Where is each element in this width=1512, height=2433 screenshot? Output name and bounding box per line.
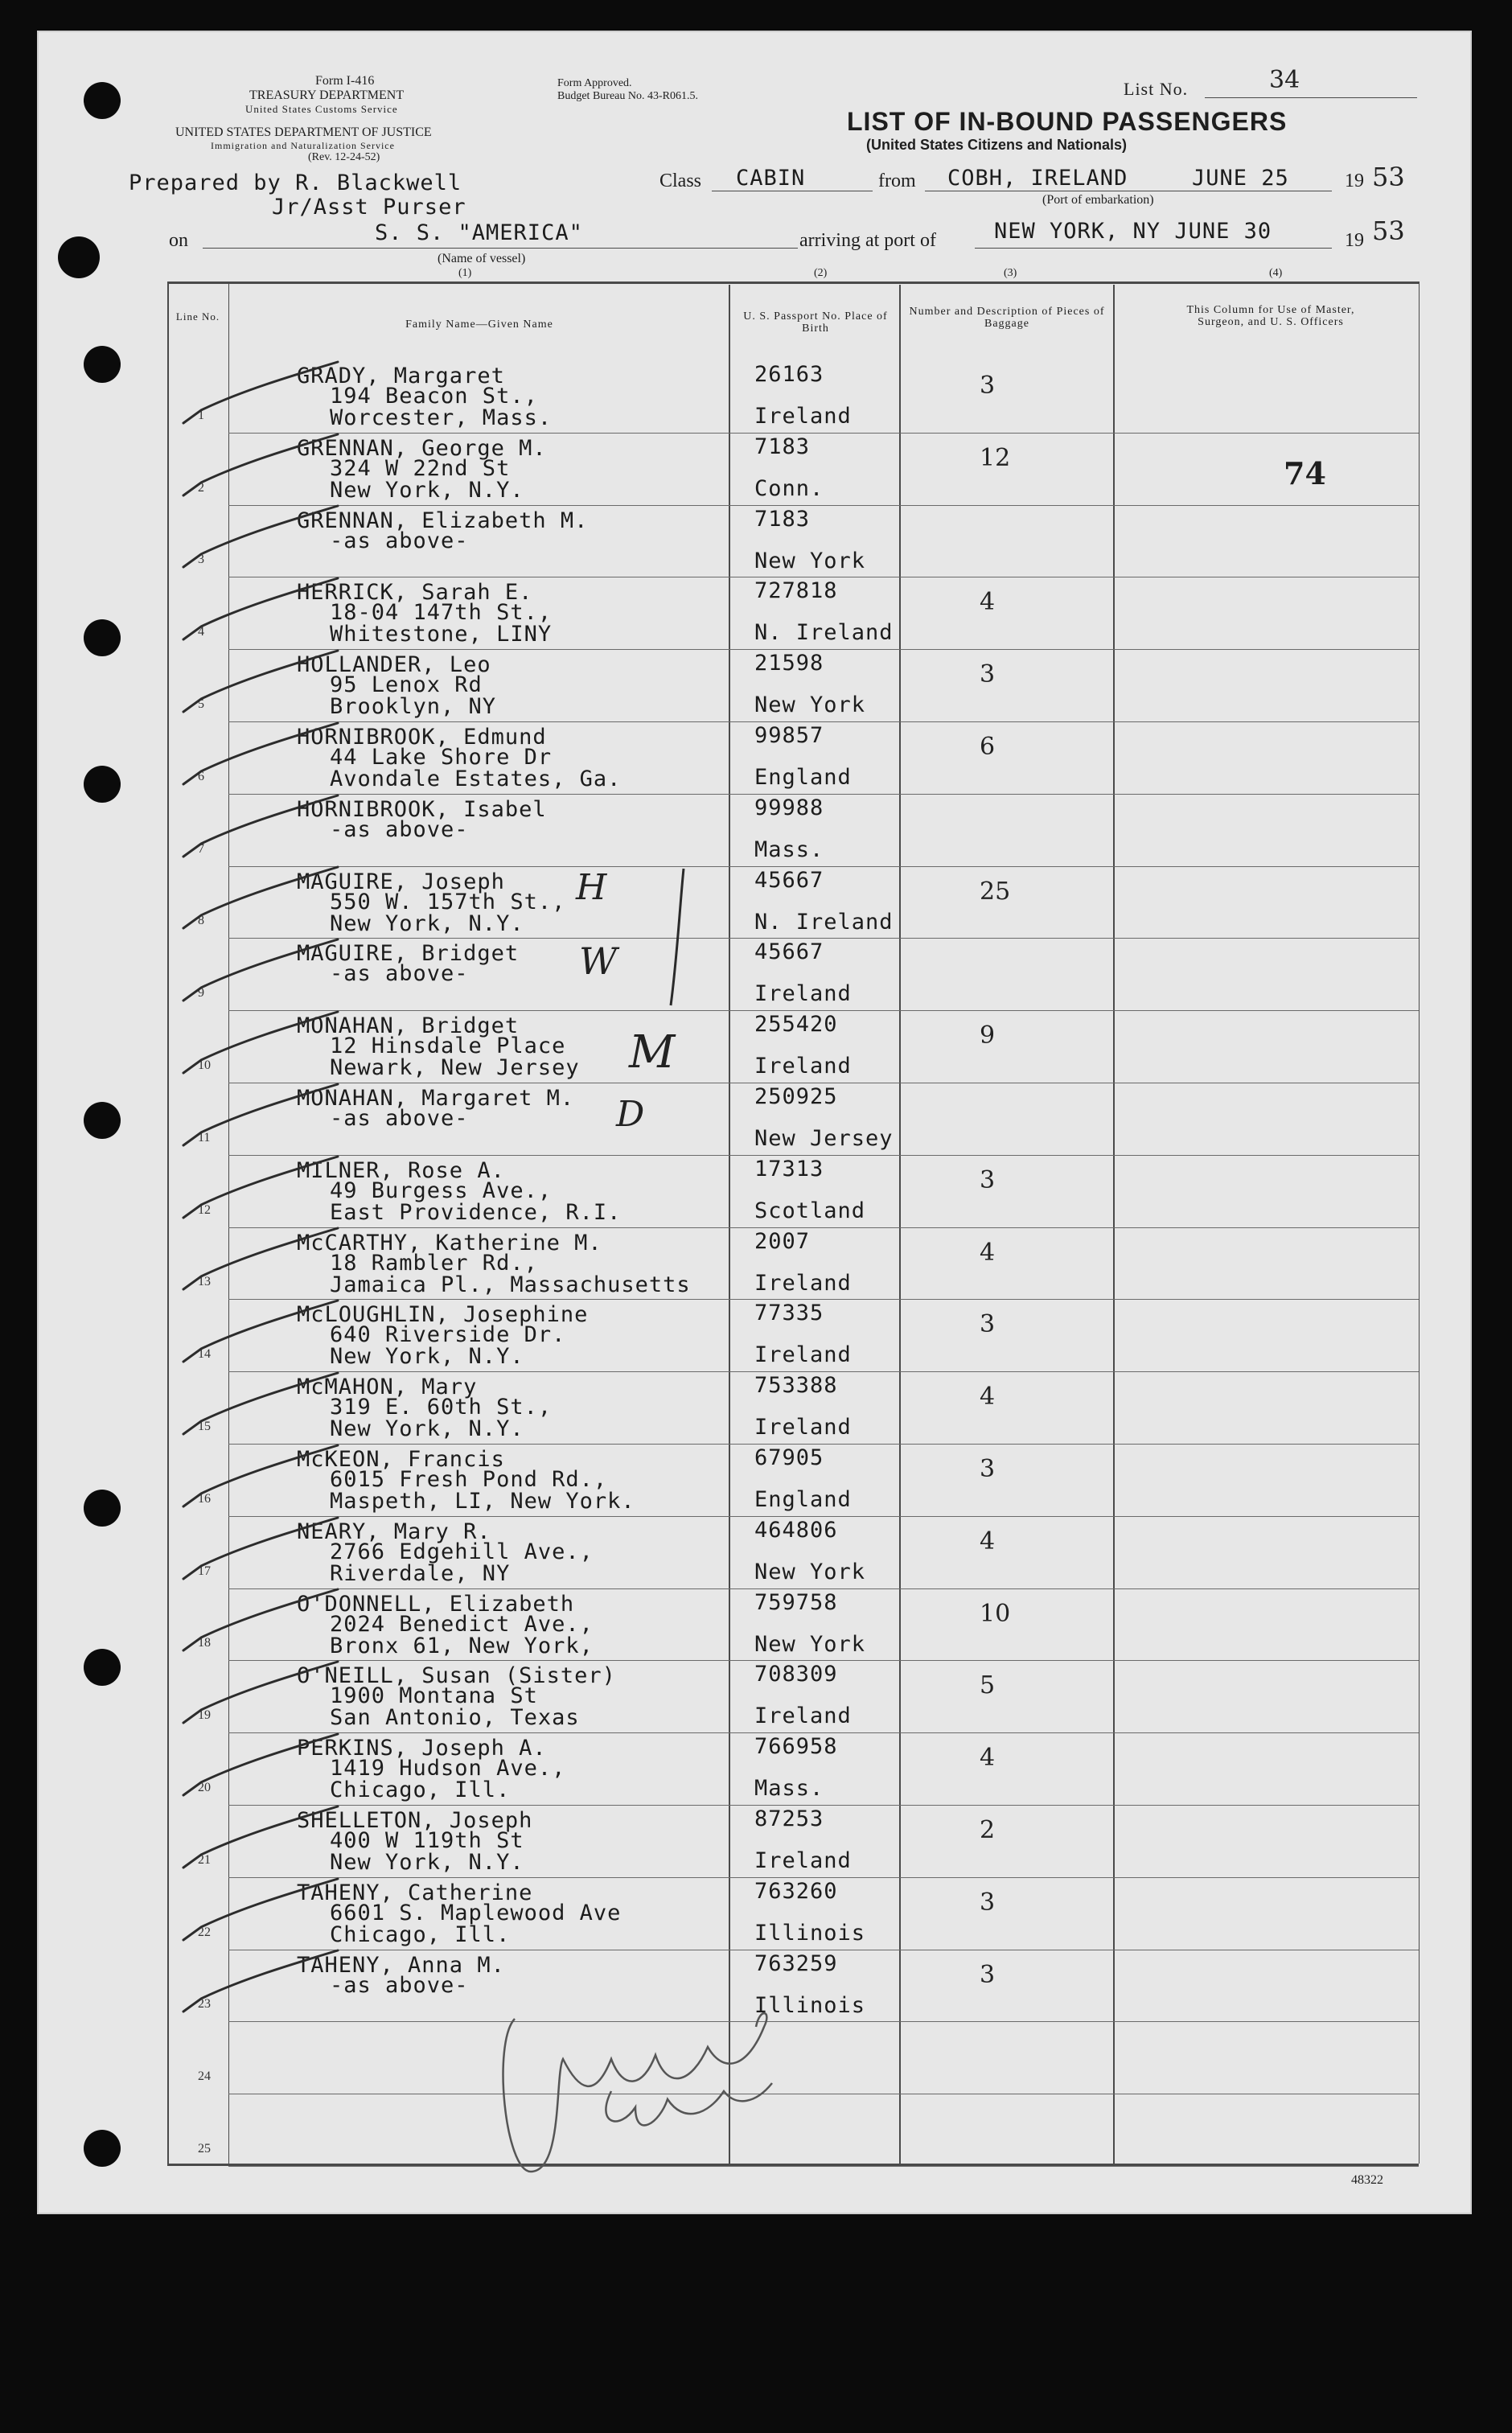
passenger-address-line1: -as above- <box>330 1106 469 1131</box>
place-of-birth: New York <box>754 693 866 717</box>
from-port: COBH, IRELAND <box>947 166 1128 191</box>
place-of-birth: Ireland <box>754 981 852 1006</box>
line-number: 11 <box>198 1131 211 1145</box>
annotation-w: W <box>579 939 618 983</box>
passenger-address-line1: -as above- <box>330 528 469 553</box>
arrival-port-date: NEW YORK, NY JUNE 30 <box>994 219 1272 244</box>
line-number: 25 <box>198 2142 211 2156</box>
passenger-name: MONAHAN, Bridget <box>297 1013 520 1038</box>
customs-service: United States Customs Service <box>245 103 398 115</box>
vessel-caption: (Name of vessel) <box>438 252 526 265</box>
prepared-by: Prepared by R. Blackwell <box>129 171 462 195</box>
line-number: 16 <box>198 1492 211 1506</box>
passport-number: 464806 <box>754 1518 838 1543</box>
passenger-name: HOLLANDER, Leo <box>297 652 491 677</box>
passenger-address-line1: 1900 Montana St <box>330 1683 538 1708</box>
passenger-name: McKEON, Francis <box>297 1447 505 1472</box>
check-mark <box>183 1734 338 1795</box>
line-number: 21 <box>198 1853 211 1867</box>
baggage-count: 25 <box>980 877 1011 906</box>
passport-number: 2007 <box>754 1229 811 1254</box>
passenger-address-line1: 319 E. 60th St., <box>330 1395 553 1420</box>
check-mark <box>183 1084 338 1145</box>
passport-number: 99857 <box>754 723 824 748</box>
check-mark <box>183 1879 338 1940</box>
place-of-birth: Ireland <box>754 1342 852 1367</box>
place-of-birth: Ireland <box>754 1054 852 1079</box>
line-number: 22 <box>198 1925 211 1939</box>
passenger-address-line2: Bronx 61, New York, <box>330 1634 594 1658</box>
col4-number: (4) <box>1269 267 1283 279</box>
departure-year: 53 <box>1372 162 1405 192</box>
line-number: 8 <box>198 914 204 927</box>
line-number: 1 <box>198 409 204 422</box>
place-of-birth: Ireland <box>754 1271 852 1296</box>
line-number: 15 <box>198 1420 211 1433</box>
form-approved: Form Approved. <box>557 77 632 89</box>
vessel-name: S. S. "AMERICA" <box>375 220 583 245</box>
place-of-birth: N. Ireland <box>754 910 894 935</box>
place-of-birth: New York <box>754 1560 866 1584</box>
place-of-birth: Ireland <box>754 1848 852 1873</box>
place-of-birth: England <box>754 765 852 790</box>
manifest-subtitle: (United States Citizens and Nationals) <box>866 137 1128 153</box>
passenger-name: MONAHAN, Margaret M. <box>297 1086 575 1111</box>
passenger-name: HORNIBROOK, Isabel <box>297 797 547 822</box>
departure-year-prefix: 19 <box>1345 171 1364 191</box>
check-mark <box>183 1445 338 1506</box>
place-of-birth: Mass. <box>754 1776 824 1801</box>
passenger-name: GRENNAN, Elizabeth M. <box>297 508 589 533</box>
passport-number: 766958 <box>754 1734 838 1759</box>
col2-number: (2) <box>814 267 828 279</box>
check-mark <box>183 1301 338 1362</box>
baggage-count: 3 <box>980 1166 996 1194</box>
passenger-address-line1: 49 Burgess Ave., <box>330 1178 553 1203</box>
class-label: Class <box>659 171 702 191</box>
on-label: on <box>169 230 188 251</box>
baggage-count: 4 <box>980 1744 996 1772</box>
passenger-name: O'NEILL, Susan (Sister) <box>297 1663 616 1688</box>
treasury-dept: TREASURY DEPARTMENT <box>249 88 405 102</box>
prepared-title: Jr/Asst Purser <box>272 195 466 220</box>
annotation-h: H <box>576 867 607 908</box>
officer-count-stamp: 74 <box>1284 455 1326 491</box>
baggage-count: 4 <box>980 1239 996 1267</box>
place-of-birth: New Jersey <box>754 1126 894 1151</box>
passenger-address-line1: 12 Hinsdale Place <box>330 1034 566 1058</box>
passport-number: 67905 <box>754 1445 824 1470</box>
passenger-address-line2: Chicago, Ill. <box>330 1922 511 1947</box>
bracket-mark <box>671 869 684 1005</box>
passport-number: 759758 <box>754 1590 838 1615</box>
passenger-name: SHELLETON, Joseph <box>297 1808 533 1833</box>
form-number: Form I-416 <box>315 74 375 88</box>
line-number: 9 <box>198 986 204 1000</box>
passenger-address-line2: East Providence, R.I. <box>330 1200 622 1225</box>
passenger-address-line1: -as above- <box>330 1973 469 1998</box>
header-name: Family Name—Given Name <box>405 319 553 331</box>
arrival-year-prefix: 19 <box>1345 230 1364 251</box>
passenger-address-line2: Brooklyn, NY <box>330 694 497 719</box>
check-mark <box>183 723 338 784</box>
place-of-birth: Illinois <box>754 1993 866 2018</box>
passenger-address-line1: 6015 Fresh Pond Rd., <box>330 1467 608 1492</box>
line-number: 17 <box>198 1564 211 1578</box>
line-number: 18 <box>198 1636 211 1650</box>
passport-number: 45667 <box>754 939 824 964</box>
passenger-name: NEARY, Mary R. <box>297 1519 491 1544</box>
signature-mark <box>503 2013 772 2172</box>
manifest-title: LIST OF IN-BOUND PASSENGERS <box>847 107 1288 136</box>
line-number: 24 <box>198 2069 211 2083</box>
footer-code: 48322 <box>1351 2173 1383 2187</box>
passport-number: 21598 <box>754 651 824 676</box>
passenger-address-line2: New York, N.Y. <box>330 1344 524 1369</box>
passenger-address-line2: Whitestone, LINY <box>330 622 553 647</box>
baggage-count: 6 <box>980 733 996 761</box>
from-label: from <box>878 171 916 191</box>
place-of-birth: New York <box>754 1632 866 1657</box>
check-mark <box>183 651 338 712</box>
passport-number: 708309 <box>754 1662 838 1687</box>
place-of-birth: N. Ireland <box>754 620 894 645</box>
passenger-address-line2: Chicago, Ill. <box>330 1777 511 1802</box>
baggage-count: 4 <box>980 1383 996 1411</box>
line-number: 6 <box>198 770 204 783</box>
line-number: 2 <box>198 481 204 495</box>
passenger-name: HERRICK, Sarah E. <box>297 580 533 605</box>
passport-number: 753388 <box>754 1373 838 1398</box>
passenger-name: TAHENY, Anna M. <box>297 1953 505 1978</box>
passenger-address-line1: 44 Lake Shore Dr <box>330 745 553 770</box>
check-mark <box>183 1662 338 1723</box>
baggage-count: 5 <box>980 1671 996 1699</box>
baggage-count: 3 <box>980 372 996 400</box>
header-line-no: Line No. <box>175 310 220 323</box>
line-number: 19 <box>198 1708 211 1722</box>
line-number: 4 <box>198 625 204 639</box>
passenger-name: McLOUGHLIN, Josephine <box>297 1302 589 1327</box>
baggage-count: 3 <box>980 1310 996 1338</box>
check-mark <box>183 578 338 639</box>
line-number: 7 <box>198 842 204 856</box>
passenger-address-line1: 2766 Edgehill Ave., <box>330 1539 594 1564</box>
passenger-address-line1: 640 Riverside Dr. <box>330 1322 566 1347</box>
place-of-birth: Scotland <box>754 1198 866 1223</box>
passenger-address-line2: Jamaica Pl., Massachusetts <box>330 1272 691 1297</box>
line-number: 10 <box>198 1058 211 1072</box>
place-of-birth: Mass. <box>754 837 824 862</box>
header-passport: U. S. Passport No. Place of Birth <box>743 310 888 335</box>
passenger-address-line1: 2024 Benedict Ave., <box>330 1612 594 1637</box>
line-number: 23 <box>198 1997 211 2011</box>
col3-number: (3) <box>1004 267 1017 279</box>
place-of-birth: Ireland <box>754 404 852 429</box>
passenger-address-line1: 18-04 147th St., <box>330 600 553 625</box>
passenger-name: O'DONNELL, Elizabeth <box>297 1592 575 1617</box>
check-mark <box>183 1373 338 1434</box>
passport-number: 7183 <box>754 507 811 532</box>
passenger-name: HORNIBROOK, Edmund <box>297 725 547 750</box>
check-mark <box>183 1589 338 1650</box>
departure-date: JUNE 25 <box>1192 166 1289 191</box>
class-value: CABIN <box>736 166 806 191</box>
passenger-address-line2: New York, N.Y. <box>330 1416 524 1441</box>
passenger-address-line1: 324 W 22nd St <box>330 456 511 481</box>
line-number: 13 <box>198 1275 211 1288</box>
check-mark <box>183 434 338 495</box>
check-mark <box>183 1806 338 1868</box>
passenger-address-line2: New York, N.Y. <box>330 478 524 503</box>
annotation-m: M <box>629 1026 676 1079</box>
passenger-address-line1: 1419 Hudson Ave., <box>330 1756 566 1781</box>
check-mark <box>183 506 338 567</box>
check-mark <box>183 1157 338 1218</box>
passenger-address-line2: Avondale Estates, Ga. <box>330 766 622 791</box>
passport-number: 255420 <box>754 1012 838 1037</box>
passenger-address-line1: -as above- <box>330 817 469 842</box>
passport-number: 77335 <box>754 1301 824 1325</box>
baggage-count: 10 <box>980 1600 1011 1628</box>
passport-number: 87253 <box>754 1806 824 1831</box>
baggage-count: 12 <box>980 444 1011 472</box>
justice-dept: UNITED STATES DEPARTMENT OF JUSTICE <box>175 125 432 139</box>
passport-number: 763259 <box>754 1951 838 1976</box>
passenger-address-line2: Maspeth, LI, New York. <box>330 1489 635 1514</box>
list-no-value: 34 <box>1269 66 1300 94</box>
arriving-label: arriving at port of <box>799 230 936 251</box>
baggage-count: 2 <box>980 1816 996 1844</box>
passenger-address-line1: -as above- <box>330 961 469 986</box>
passenger-address-line2: Newark, New Jersey <box>330 1055 580 1080</box>
check-mark <box>183 1012 338 1073</box>
check-mark <box>183 867 338 928</box>
budget-bureau: Budget Bureau No. 43-R061.5. <box>557 90 698 102</box>
line-number: 5 <box>198 697 204 711</box>
place-of-birth: New York <box>754 549 866 573</box>
passenger-address-line1: 95 Lenox Rd <box>330 672 483 697</box>
baggage-count: 9 <box>980 1021 996 1050</box>
place-of-birth: Illinois <box>754 1921 866 1946</box>
passenger-name: MAGUIRE, Joseph <box>297 869 505 894</box>
check-mark <box>183 362 338 423</box>
passenger-address-line2: Riverdale, NY <box>330 1561 511 1586</box>
header-baggage: Number and Description of Pieces of Baggage <box>909 306 1105 330</box>
port-embark-caption: (Port of embarkation) <box>1042 193 1154 207</box>
passenger-name: GRADY, Margaret <box>297 364 505 388</box>
col1-number: (1) <box>458 267 472 279</box>
passport-number: 17313 <box>754 1157 824 1182</box>
baggage-count: 3 <box>980 1961 996 1989</box>
list-no-label: List No. <box>1124 79 1189 99</box>
check-mark <box>183 1518 338 1579</box>
passport-number: 26163 <box>754 362 824 387</box>
check-mark <box>183 1228 338 1289</box>
baggage-count: 4 <box>980 1527 996 1556</box>
passenger-address-line2: New York, N.Y. <box>330 911 524 936</box>
place-of-birth: England <box>754 1487 852 1512</box>
passport-number: 99988 <box>754 795 824 820</box>
line-number: 12 <box>198 1203 211 1217</box>
check-mark <box>183 939 338 1001</box>
line-number: 14 <box>198 1347 211 1361</box>
baggage-count: 3 <box>980 660 996 688</box>
baggage-count: 3 <box>980 1888 996 1917</box>
arrival-year: 53 <box>1372 216 1405 246</box>
line-number: 20 <box>198 1781 211 1794</box>
passenger-address-line1: 400 W 119th St <box>330 1828 524 1853</box>
passenger-name: PERKINS, Joseph A. <box>297 1736 547 1761</box>
check-mark <box>183 1950 338 2012</box>
check-mark <box>183 795 338 857</box>
passenger-name: GRENNAN, George M. <box>297 436 547 461</box>
passenger-address-line1: 6601 S. Maplewood Ave <box>330 1901 622 1925</box>
passenger-address-line2: New York, N.Y. <box>330 1850 524 1875</box>
passenger-address-line1: 18 Rambler Rd., <box>330 1251 538 1276</box>
place-of-birth: Conn. <box>754 476 824 501</box>
passenger-address-line1: 550 W. 157th St., <box>330 890 566 914</box>
passenger-address-line2: San Antonio, Texas <box>330 1705 580 1730</box>
passenger-name: MILNER, Rose A. <box>297 1158 505 1183</box>
form-revision: (Rev. 12-24-52) <box>308 151 380 163</box>
passenger-name: McMAHON, Mary <box>297 1375 478 1399</box>
line-number: 3 <box>198 553 204 566</box>
passenger-name: MAGUIRE, Bridget <box>297 941 520 966</box>
passenger-name: McCARTHY, Katherine M. <box>297 1231 602 1256</box>
passport-number: 45667 <box>754 868 824 893</box>
passport-number: 7183 <box>754 434 811 459</box>
passport-number: 727818 <box>754 578 838 603</box>
baggage-count: 4 <box>980 588 996 616</box>
ins-service: Immigration and Naturalization Service <box>211 140 395 151</box>
baggage-count: 3 <box>980 1455 996 1483</box>
place-of-birth: Ireland <box>754 1415 852 1440</box>
passport-number: 250925 <box>754 1084 838 1109</box>
header-officers: This Column for Use of Master, Surgeon, and U. S. Officers <box>1186 304 1355 328</box>
annotation-d: D <box>616 1094 645 1135</box>
passenger-address-line1: 194 Beacon St., <box>330 384 538 409</box>
passenger-name: TAHENY, Catherine <box>297 1880 533 1905</box>
place-of-birth: Ireland <box>754 1704 852 1728</box>
passenger-address-line2: Worcester, Mass. <box>330 405 553 430</box>
passport-number: 763260 <box>754 1879 838 1904</box>
